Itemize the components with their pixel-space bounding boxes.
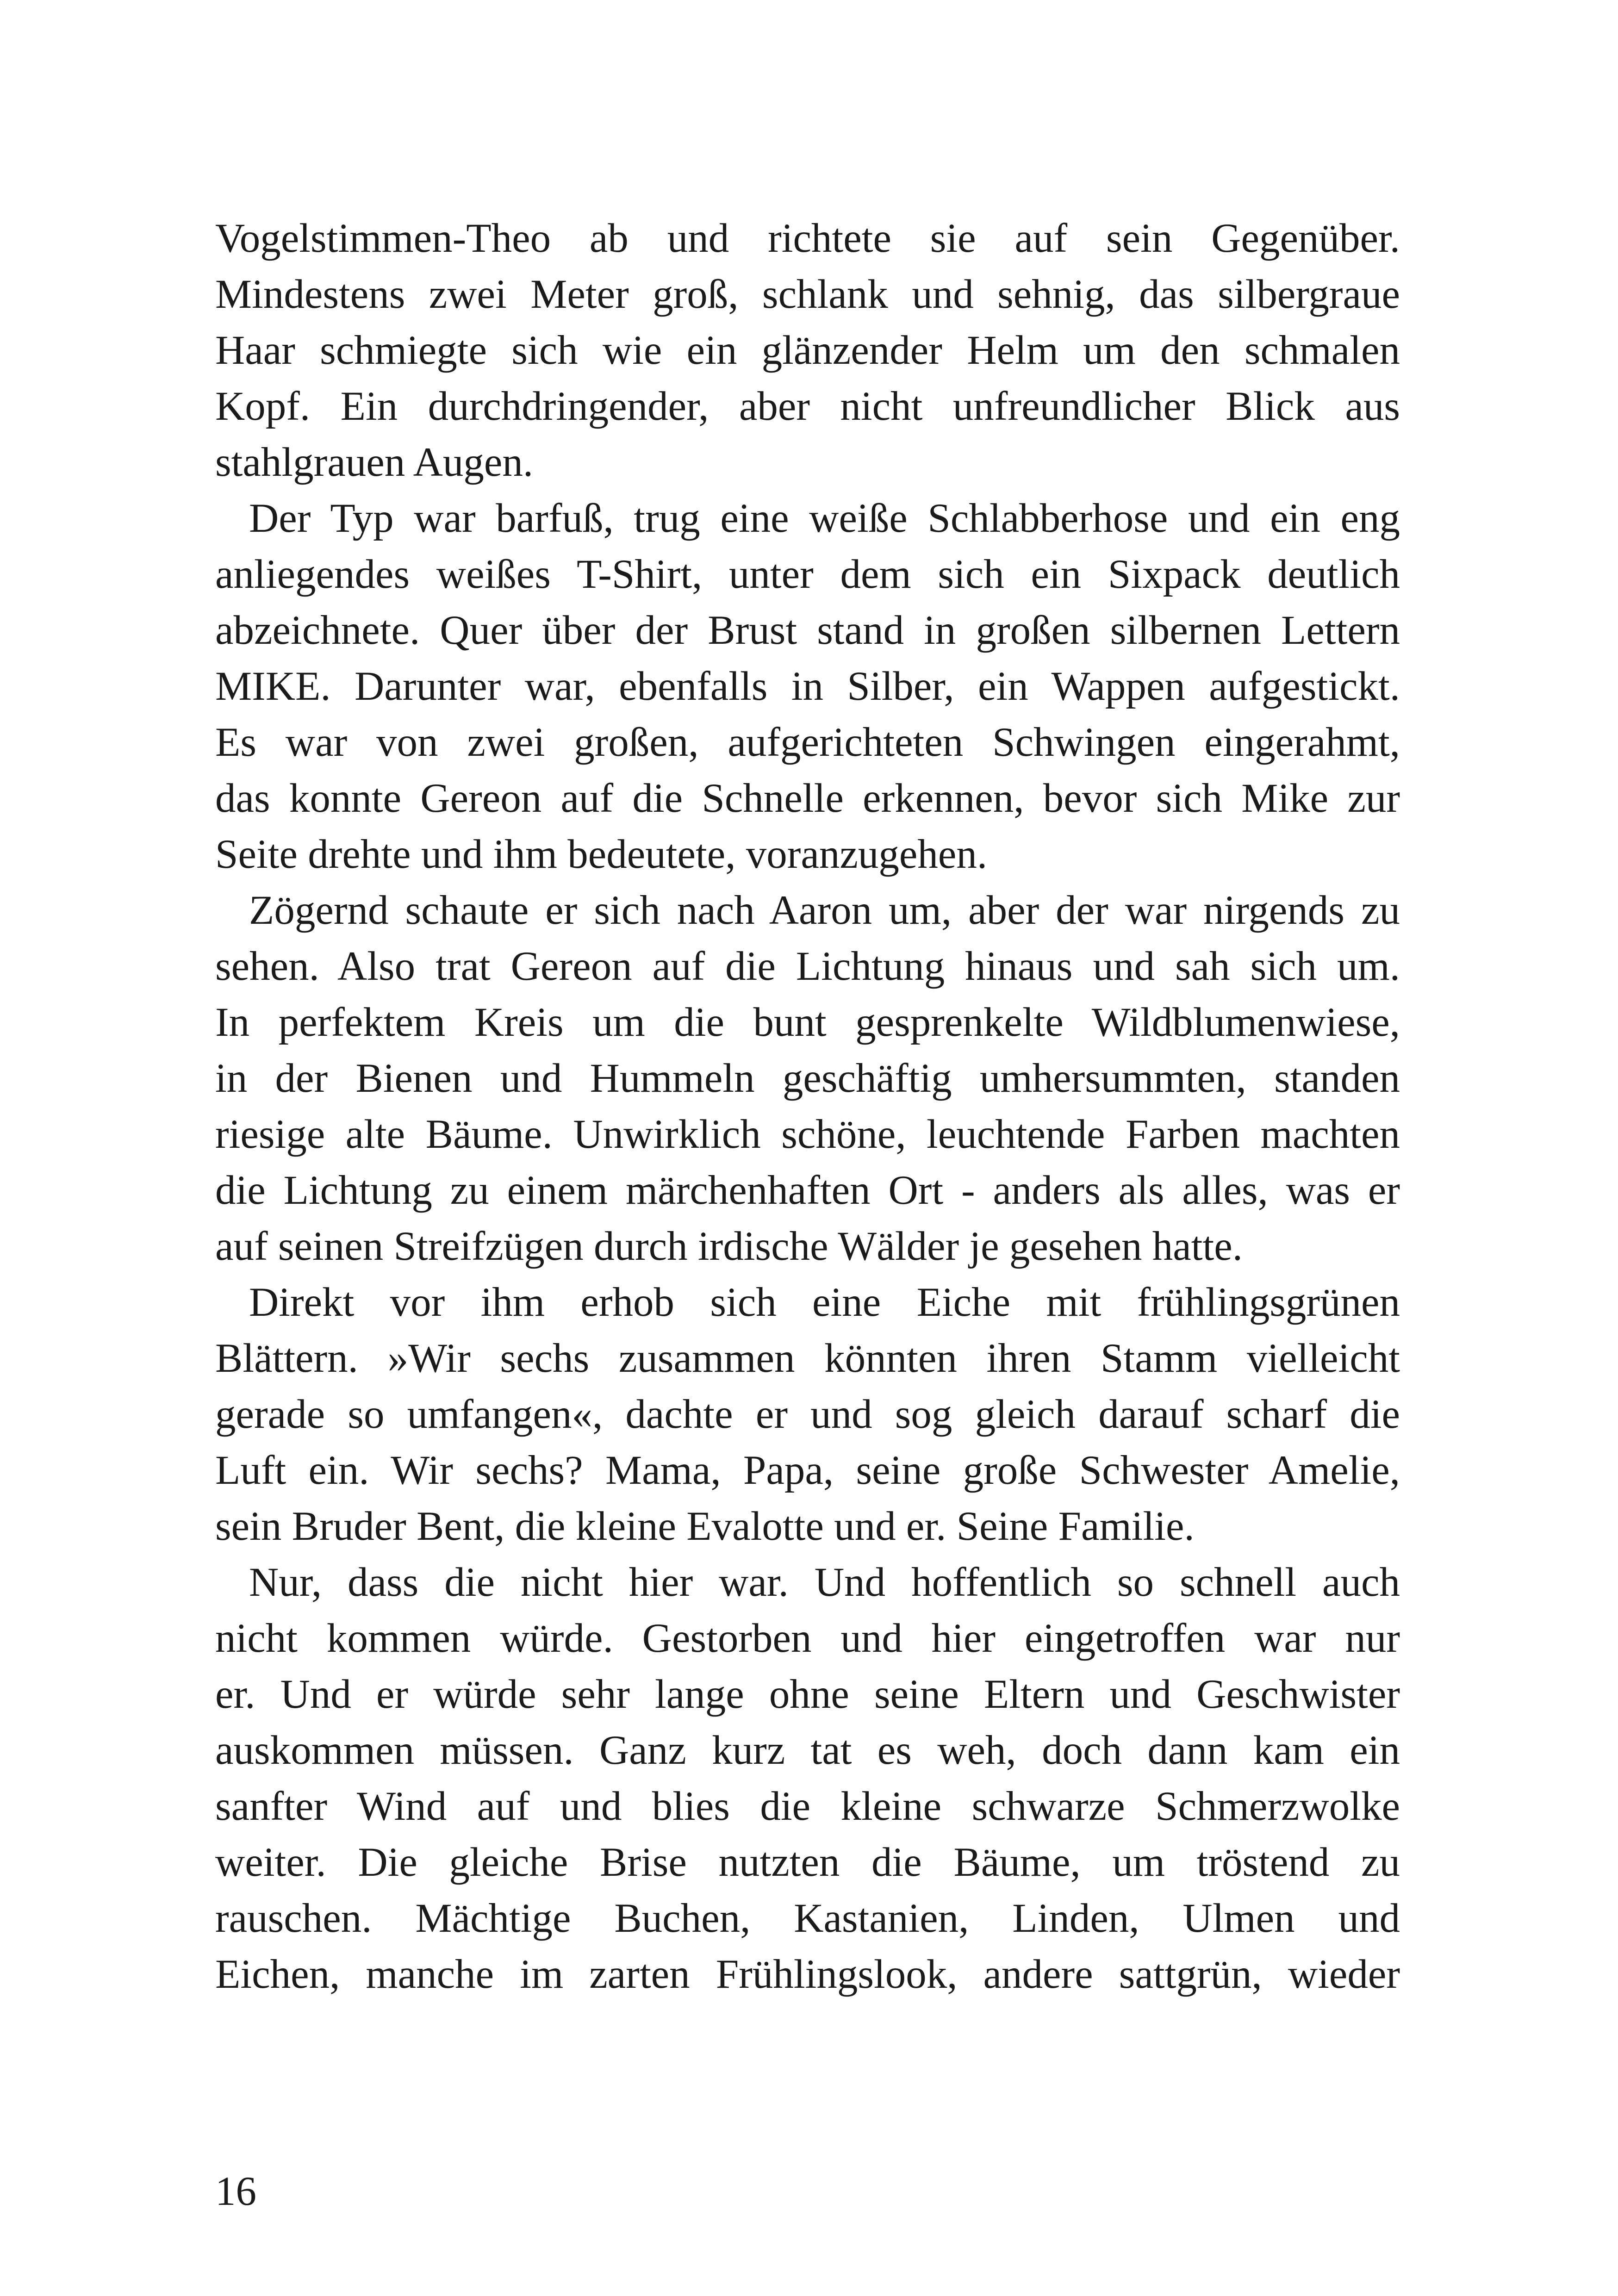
text-line: Vogelstimmen-Theo ab und richtete sie auf sein Gegenüber.	[215, 216, 1400, 261]
text-line: Eichen, manche im zarten Frühlingslook, andere sattgrün, wieder	[215, 1952, 1400, 1997]
text-line: sehen. Also trat Gereon auf die Lichtung hinaus und sah sich um.	[215, 944, 1400, 989]
text-line: riesige alte Bäume. Unwirklich schöne, leuchtende Farben machten	[215, 1112, 1400, 1157]
text-line: weiter. Die gleiche Brise nutzten die Bäume, um tröstend zu	[215, 1840, 1400, 1885]
text-line: Mindestens zwei Meter groß, schlank und sehnig, das silbergraue	[215, 272, 1400, 317]
text-line: Der Typ war barfuß, trug eine weiße Schlabberhose und ein eng	[249, 496, 1400, 541]
text-line: Zögernd schaute er sich nach Aaron um, aber der war nirgends zu	[249, 888, 1400, 933]
text-line: Luft ein. Wir sechs? Mama, Papa, seine große Schwester Amelie,	[215, 1448, 1400, 1493]
text-line: in der Bienen und Hummeln geschäftig umhersummten, standen	[215, 1056, 1400, 1101]
text-line: Blättern. »Wir sechs zusammen könnten ihren Stamm vielleicht	[215, 1336, 1400, 1381]
text-line: gerade so umfangen«, dachte er und sog gleich darauf scharf die	[215, 1392, 1400, 1437]
text-line: er. Und er würde sehr lange ohne seine Eltern und Geschwister	[215, 1672, 1400, 1717]
text-line: auf seinen Streifzügen durch irdische Wälder je gesehen hatte.	[215, 1224, 1243, 1269]
text-line: Seite drehte und ihm bedeutete, voranzugehen.	[215, 832, 988, 877]
text-line: Nur, dass die nicht hier war. Und hoffentlich so schnell auch	[249, 1560, 1400, 1605]
text-line: Haar schmiegte sich wie ein glänzender Helm um den schmalen	[215, 328, 1400, 373]
text-line: Es war von zwei großen, aufgerichteten Schwingen eingerahmt,	[215, 720, 1400, 765]
text-line: abzeichnete. Quer über der Brust stand in großen silbernen Lettern	[215, 608, 1400, 653]
text-line: In perfektem Kreis um die bunt gesprenkelte Wildblumenwiese,	[215, 1000, 1400, 1045]
text-line: das konnte Gereon auf die Schnelle erkennen, bevor sich Mike zur	[215, 776, 1400, 821]
text-line: rauschen. Mächtige Buchen, Kastanien, Linden, Ulmen und	[215, 1896, 1400, 1941]
text-line: anliegendes weißes T-Shirt, unter dem sich ein Sixpack deutlich	[215, 552, 1400, 597]
text-line: auskommen müssen. Ganz kurz tat es weh, doch dann kam ein	[215, 1728, 1400, 1773]
text-line: nicht kommen würde. Gestorben und hier eingetroffen war nur	[215, 1616, 1400, 1661]
body-text	[215, 211, 1400, 2003]
text-line: sein Bruder Bent, die kleine Evalotte und er. Seine Familie.	[215, 1504, 1195, 1549]
text-line: Direkt vor ihm erhob sich eine Eiche mit frühlingsgrünen	[249, 1280, 1400, 1325]
text-line: MIKE. Darunter war, ebenfalls in Silber, ein Wappen aufgestickt.	[215, 664, 1400, 709]
text-line: stahlgrauen Augen.	[215, 440, 534, 485]
text-line: Kopf. Ein durchdringender, aber nicht unfreundlicher Blick aus	[215, 384, 1400, 429]
page-number: 16	[215, 2169, 256, 2214]
text-line: die Lichtung zu einem märchenhaften Ort - anders als alles, was er	[215, 1168, 1400, 1213]
text-line: sanfter Wind auf und blies die kleine schwarze Schmerzwolke	[215, 1784, 1400, 1829]
